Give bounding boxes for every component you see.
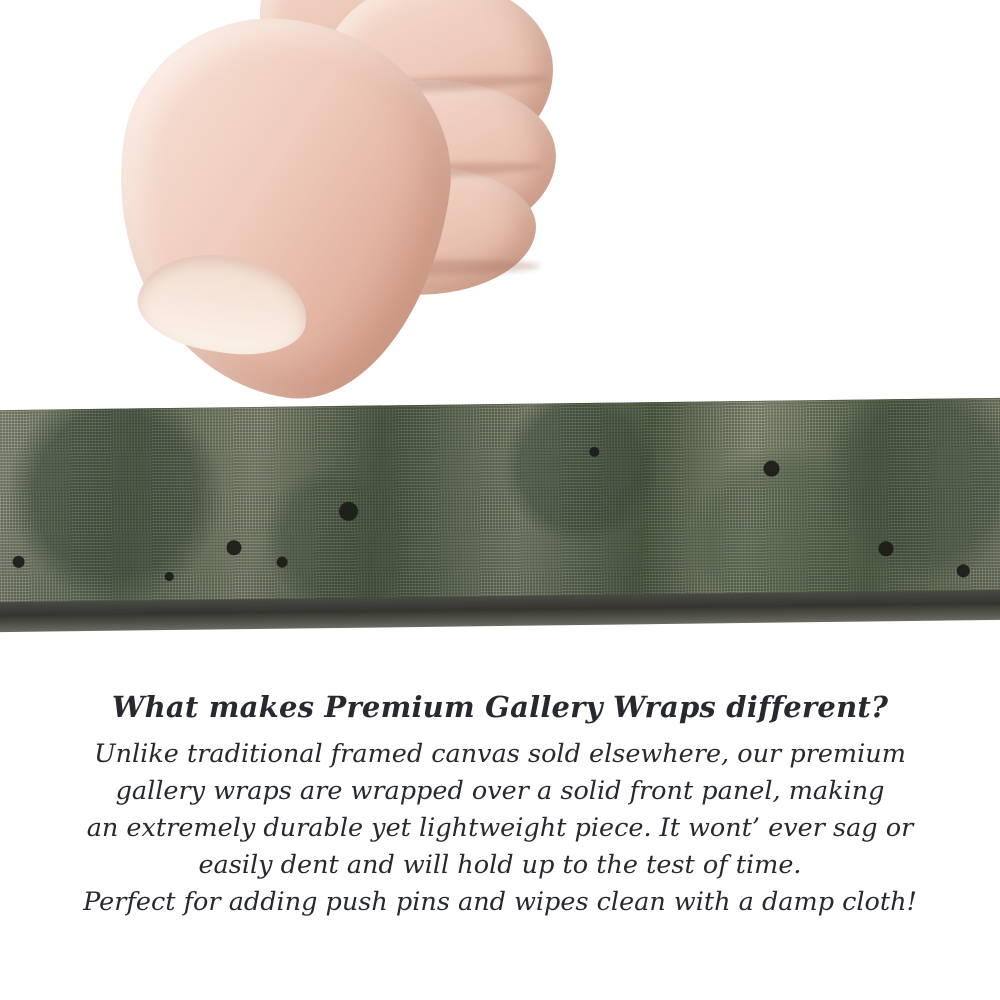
caption-line: gallery wraps are wrapped over a solid front panel, making	[115, 776, 885, 806]
canvas-weave-texture	[0, 398, 1000, 622]
canvas-wrap-edge	[0, 398, 1000, 622]
canvas-dark-spot	[957, 564, 970, 577]
canvas-dark-spot	[763, 461, 779, 477]
canvas-dark-spot	[226, 540, 241, 555]
canvas-dark-spot	[339, 502, 358, 521]
photo-lower-background	[0, 640, 1000, 660]
hand-photo	[110, 0, 540, 430]
caption-title: What makes Premium Gallery Wraps different?	[111, 690, 889, 724]
caption-line: an extremely durable yet lightweight piece. It wont’ ever sag or	[86, 813, 914, 843]
canvas-dark-spot	[589, 447, 599, 457]
caption-line: easily dent and will hold up to the test of time.	[198, 850, 802, 880]
canvas-dark-spot	[878, 541, 893, 556]
caption-block	[0, 690, 1000, 921]
caption-line: Unlike traditional framed canvas sold elsewhere, our premium	[94, 739, 906, 769]
canvas-dark-spot	[13, 556, 25, 568]
caption-line: Perfect for adding push pins and wipes clean with a damp cloth!	[83, 887, 917, 917]
canvas-dark-spot	[165, 572, 174, 581]
canvas-dark-spot	[277, 557, 288, 568]
